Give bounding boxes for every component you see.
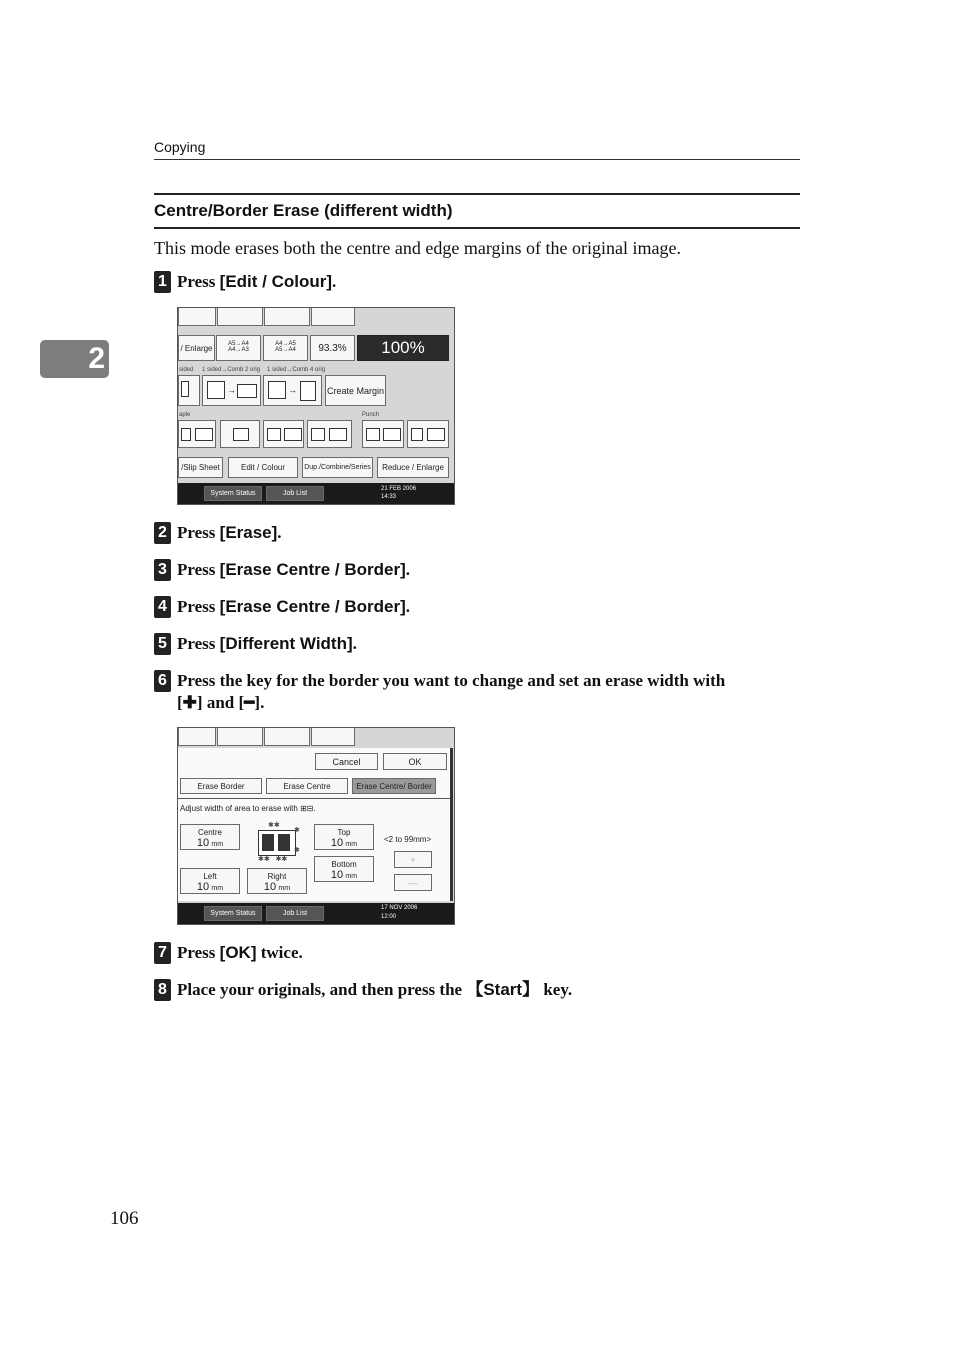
- unit-label: mm: [345, 873, 358, 880]
- page-icon: [268, 381, 286, 399]
- preset-ratio-button[interactable]: A4→A5 A5→A4: [263, 335, 308, 361]
- step-number: 6: [154, 670, 171, 692]
- header-rule: [154, 159, 800, 160]
- punch-button[interactable]: [362, 420, 404, 448]
- reduce-enlarge-button[interactable]: Reduce / Enlarge: [377, 457, 449, 478]
- comb2-label: 1 sided→Comb 2 orig: [202, 367, 261, 373]
- page-r-icon: [311, 428, 325, 441]
- book-diagram-icon: [258, 830, 296, 856]
- date-readout: 21 FEB 2006: [381, 486, 417, 492]
- key-name: [OK]: [219, 943, 257, 962]
- centre-value: 10: [196, 837, 210, 849]
- arrow-right-icon: →: [227, 385, 236, 395]
- step-number: 5: [154, 633, 171, 655]
- page-r-icon: [383, 428, 401, 441]
- bottom-width-button[interactable]: [314, 856, 374, 882]
- divider: [178, 798, 450, 799]
- key-name: [Erase Centre / Border]: [219, 597, 406, 616]
- top-label: Top: [337, 828, 351, 837]
- dup-combine-series-button[interactable]: Dup./Combine/Series: [302, 457, 373, 478]
- step-4: [154, 596, 410, 618]
- step-text: .: [352, 634, 357, 653]
- page-icon: [181, 381, 189, 397]
- duplex-button[interactable]: [178, 375, 200, 406]
- page-icon: [300, 381, 316, 401]
- step-text: Press: [177, 634, 220, 653]
- staple-button[interactable]: [178, 420, 216, 448]
- width-marker-icon: ✱: [294, 847, 300, 854]
- step-1: [154, 271, 336, 293]
- key-name: [Erase]: [219, 523, 278, 542]
- step-text: .: [332, 272, 337, 291]
- top-tab[interactable]: [178, 307, 216, 326]
- range-text: <2 to 99mm>: [384, 835, 432, 844]
- step-number: 8: [154, 979, 171, 1001]
- top-tab[interactable]: [264, 727, 310, 746]
- top-tab[interactable]: [217, 307, 263, 326]
- page-r-icon: [329, 428, 347, 441]
- top-value: 10: [330, 837, 344, 849]
- system-status-button[interactable]: System Status: [204, 486, 262, 501]
- section-title: Centre/Border Erase (different width): [154, 201, 453, 220]
- tab-erase-centre[interactable]: Erase Centre: [266, 778, 348, 794]
- chapter-tab: 2: [40, 340, 109, 378]
- right-width-button[interactable]: [247, 868, 307, 894]
- step-3: [154, 559, 410, 581]
- step-text: Press: [177, 272, 220, 291]
- key-name: 【Start】: [466, 980, 540, 999]
- top-tab[interactable]: [311, 727, 355, 746]
- width-marker-icon: ✱: [294, 827, 300, 834]
- plus-key-icon: ✚: [182, 693, 197, 712]
- unit-label: mm: [211, 885, 224, 892]
- step-text: Press: [177, 560, 220, 579]
- step-text: twice.: [256, 943, 303, 962]
- right-label: Right: [267, 872, 287, 881]
- centre-label: Centre: [197, 828, 222, 837]
- cancel-button[interactable]: Cancel: [315, 753, 378, 770]
- unit-label: mm: [278, 885, 291, 892]
- page-number: 106: [110, 1208, 139, 1229]
- plus-button[interactable]: +: [394, 851, 432, 868]
- step-number: 1: [154, 271, 171, 293]
- copier-screen-main: [177, 307, 455, 505]
- intro-text: This mode erases both the centre and edge margins of the original image.: [154, 238, 682, 258]
- tab-erase-centre-border[interactable]: Erase Centre/ Border: [352, 778, 436, 794]
- page-r-icon: [366, 428, 380, 441]
- ok-button[interactable]: OK: [383, 753, 447, 770]
- width-marker-icon: ✱✱: [268, 822, 280, 829]
- step-number: 4: [154, 596, 171, 618]
- staple-label: aple: [179, 412, 191, 418]
- step-text: Press: [177, 597, 220, 616]
- time-readout: 14:33: [381, 494, 397, 500]
- create-margin-button[interactable]: Create Margin: [325, 375, 386, 406]
- step-text: .: [405, 597, 411, 616]
- sided-label: sided: [179, 367, 194, 373]
- step-text: Place your originals, and then press the: [177, 980, 467, 999]
- comb4-label: 1 sided→Comb 4 orig: [267, 367, 326, 373]
- step-5: [154, 633, 357, 655]
- page-r-icon: [427, 428, 445, 441]
- combine-2-button[interactable]: [202, 375, 261, 406]
- step-text: Press the key for the border you want to change and set an erase width with: [177, 671, 726, 690]
- step-text: Press: [177, 523, 220, 542]
- punch-label: Punch: [362, 412, 380, 418]
- punch-button[interactable]: [407, 420, 449, 448]
- key-name: [Different Width]: [219, 634, 353, 653]
- left-width-button[interactable]: [180, 868, 240, 894]
- date-readout: 17 NOV 2006: [381, 905, 418, 911]
- minus-key-icon: ━: [244, 693, 255, 712]
- job-list-button[interactable]: Job List: [266, 906, 324, 921]
- preset-ratio-button[interactable]: A5→A4 A4→A3: [216, 335, 261, 361]
- centre-width-button[interactable]: [180, 824, 240, 850]
- page-r-icon: [411, 428, 423, 441]
- step-text: [: [177, 693, 183, 712]
- step-text: key.: [539, 980, 573, 999]
- edit-colour-button[interactable]: Edit / Colour: [228, 457, 298, 478]
- key-name: [Edit / Colour]: [219, 272, 333, 291]
- unit-label: mm: [345, 841, 358, 848]
- bottom-label: Bottom: [331, 860, 357, 869]
- copier-screen-erase: [177, 727, 455, 925]
- ratio-93-button[interactable]: 93.3%: [310, 335, 355, 361]
- page-icon: [207, 381, 225, 399]
- right-value: 10: [263, 881, 277, 893]
- page-r-icon: [181, 428, 191, 441]
- step-text: .: [405, 560, 411, 579]
- key-name: [Erase Centre / Border]: [219, 560, 406, 579]
- page-r-icon: [233, 428, 249, 441]
- time-readout: 12:00: [381, 914, 397, 920]
- running-head: Copying: [154, 139, 206, 155]
- page-r-icon: [267, 428, 281, 441]
- minus-button[interactable]: —: [394, 874, 432, 891]
- top-tab[interactable]: [264, 307, 310, 326]
- top-tab[interactable]: [217, 727, 263, 746]
- step-number: 3: [154, 559, 171, 581]
- tab-erase-border[interactable]: Erase Border: [180, 778, 262, 794]
- system-status-button[interactable]: System Status: [204, 906, 262, 921]
- staple-button[interactable]: [263, 420, 304, 448]
- top-tab[interactable]: [311, 307, 355, 326]
- staple-button[interactable]: [307, 420, 352, 448]
- step-text: Press: [177, 943, 220, 962]
- enlarge-button[interactable]: / Enlarge: [178, 335, 215, 361]
- combine-4-button[interactable]: [263, 375, 322, 406]
- width-marker-icon: ✱✱ ✱✱: [258, 856, 288, 863]
- bottom-value: 10: [330, 869, 344, 881]
- left-label: Left: [203, 872, 217, 881]
- top-tab[interactable]: [178, 727, 216, 746]
- left-value: 10: [196, 881, 210, 893]
- step-text: .: [277, 523, 282, 542]
- step-text: ] and [: [196, 693, 245, 712]
- step-number: 7: [154, 942, 171, 964]
- step-6: [154, 670, 804, 714]
- page-icon: [237, 384, 257, 398]
- page-r-icon: [195, 428, 213, 441]
- step-7: [154, 942, 303, 964]
- step-2: [154, 522, 282, 544]
- arrow-right-icon: →: [288, 385, 297, 395]
- step-8: [154, 979, 572, 1001]
- staple-button[interactable]: [220, 420, 260, 448]
- page-r-icon: [284, 428, 302, 441]
- unit-label: mm: [211, 841, 224, 848]
- ratio-100-button[interactable]: 100%: [357, 335, 449, 361]
- step-text: ].: [254, 693, 265, 712]
- step-number: 2: [154, 522, 171, 544]
- job-list-button[interactable]: Job List: [266, 486, 324, 501]
- slip-sheet-button[interactable]: /Slip Sheet: [178, 457, 223, 478]
- top-width-button[interactable]: [314, 824, 374, 850]
- instruction-text: Adjust width of area to erase with ⊞⊟.: [180, 804, 316, 813]
